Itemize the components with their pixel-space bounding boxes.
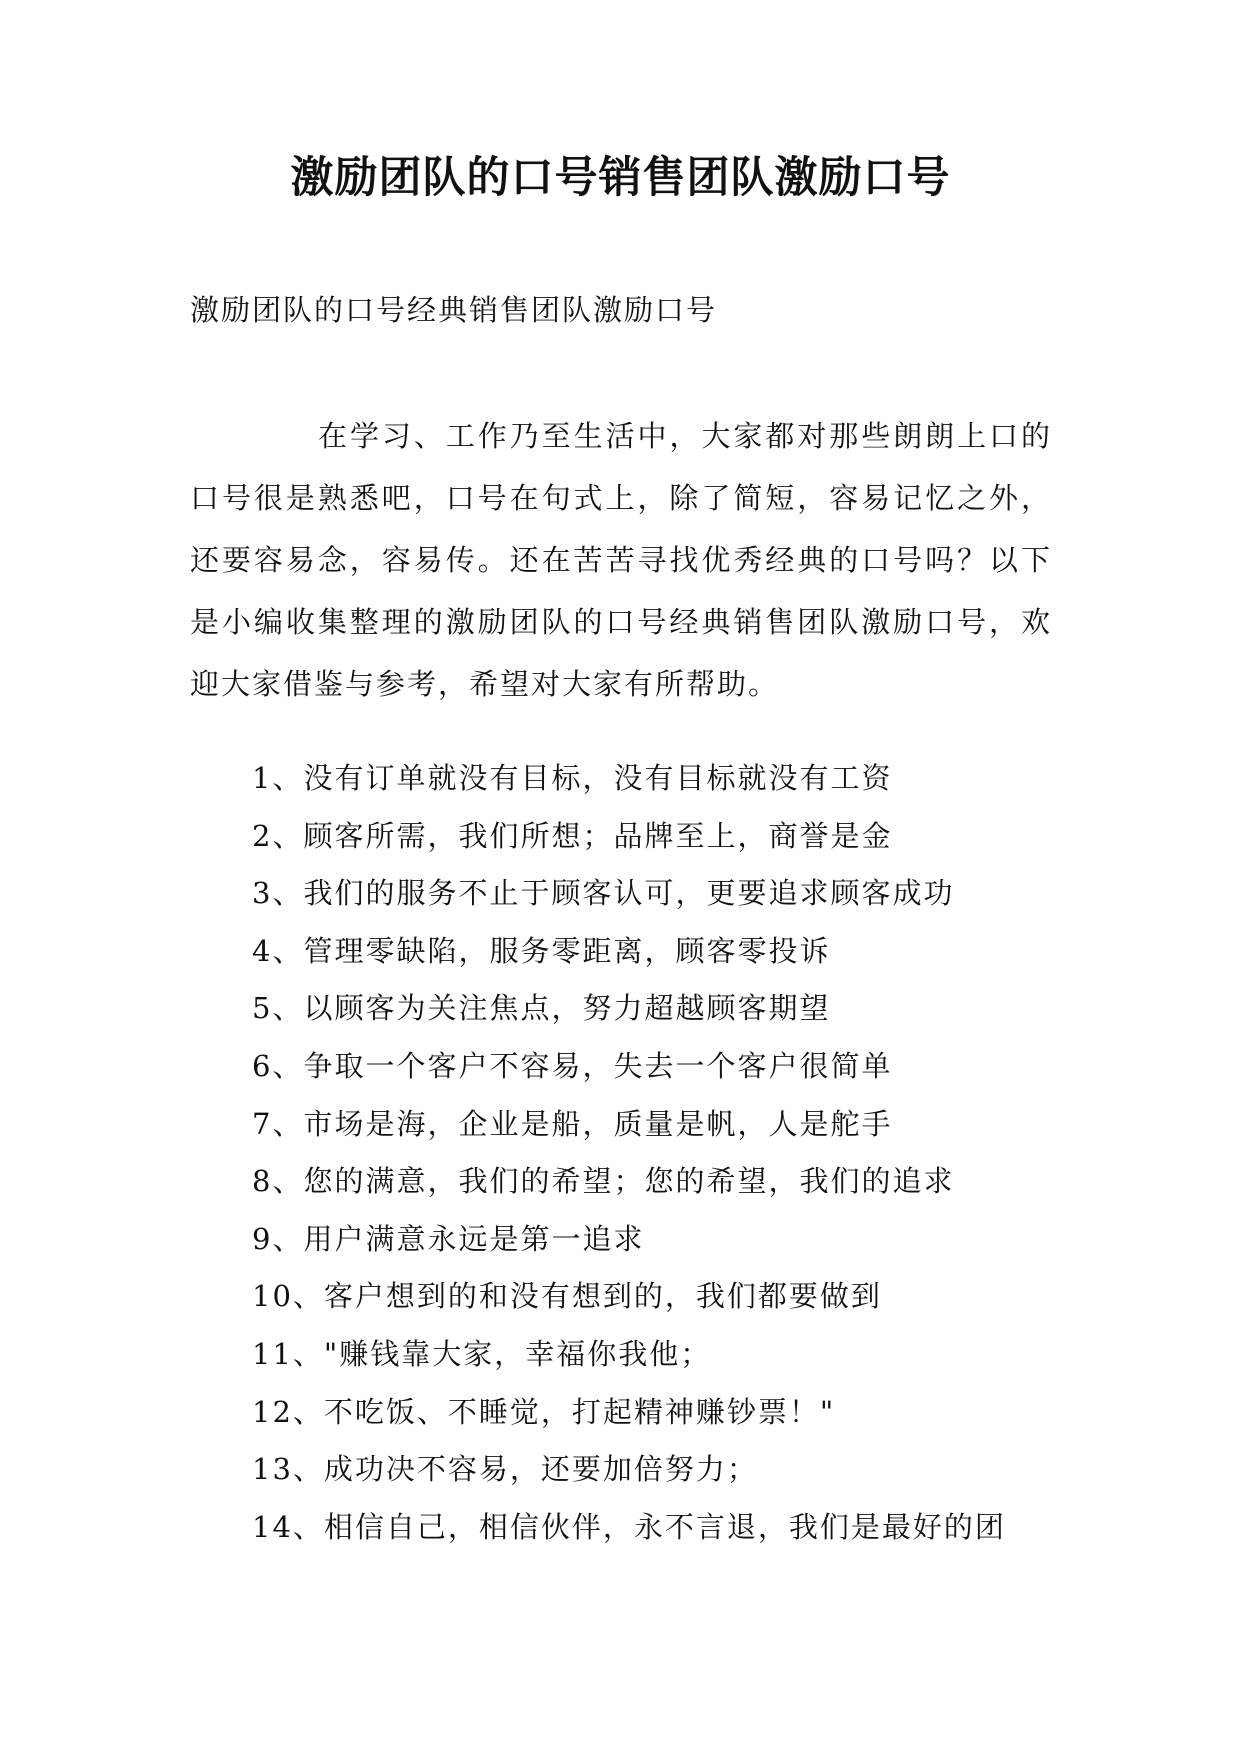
slogan-item: 1、没有订单就没有目标，没有目标就没有工资	[252, 761, 893, 795]
slogan-item: 2、顾客所需，我们所想；品牌至上，商誉是金	[252, 818, 893, 853]
document-subtitle: 激励团队的口号经典销售团队激励口号	[190, 293, 718, 327]
slogan-item: 5、以顾客为关注焦点，努力超越顾客期望	[252, 991, 831, 1026]
slogan-item: 8、您的满意，我们的希望；您的希望，我们的追求	[252, 1164, 955, 1199]
slogan-list	[252, 750, 1006, 1556]
slogan-item: 3、我们的服务不止于顾客认可，更要追求顾客成功	[252, 876, 955, 911]
slogan-item: 13、成功决不容易，还要加倍努力；	[252, 1452, 758, 1487]
slogan-item: 4、管理零缺陷，服务零距离，顾客零投诉	[252, 933, 831, 968]
slogan-item: 12、不吃饭、不睡觉，打起精神赚钞票！"	[252, 1394, 836, 1429]
slogan-item: 11、"赚钱靠大家，幸福你我他；	[252, 1336, 712, 1371]
intro-paragraph: 在学习、工作乃至生活中，大家都对那些朗朗上口的口号很是熟悉吧，口号在句式上，除了简短，容易记忆之外，还要容易念，容易传。还在苦苦寻找优秀经典的口号吗？以下是小编收集整理的激励团队的口号经典销售团队激励口号，欢迎大家借鉴与参考，希望对大家有所帮助。	[190, 419, 1052, 701]
slogan-item: 14、相信自己，相信伙伴，永不言退，我们是最好的团	[252, 1509, 1006, 1544]
slogan-item: 7、市场是海，企业是船，质量是帆，人是舵手	[252, 1106, 893, 1141]
slogan-item: 6、争取一个客户不容易，失去一个客户很简单	[252, 1048, 893, 1083]
slogan-item: 9、用户满意永远是第一追求	[252, 1221, 645, 1256]
slogan-item: 10、客户想到的和没有想到的，我们都要做到	[252, 1279, 882, 1314]
page-title: 激励团队的口号销售团队激励口号	[290, 153, 951, 203]
